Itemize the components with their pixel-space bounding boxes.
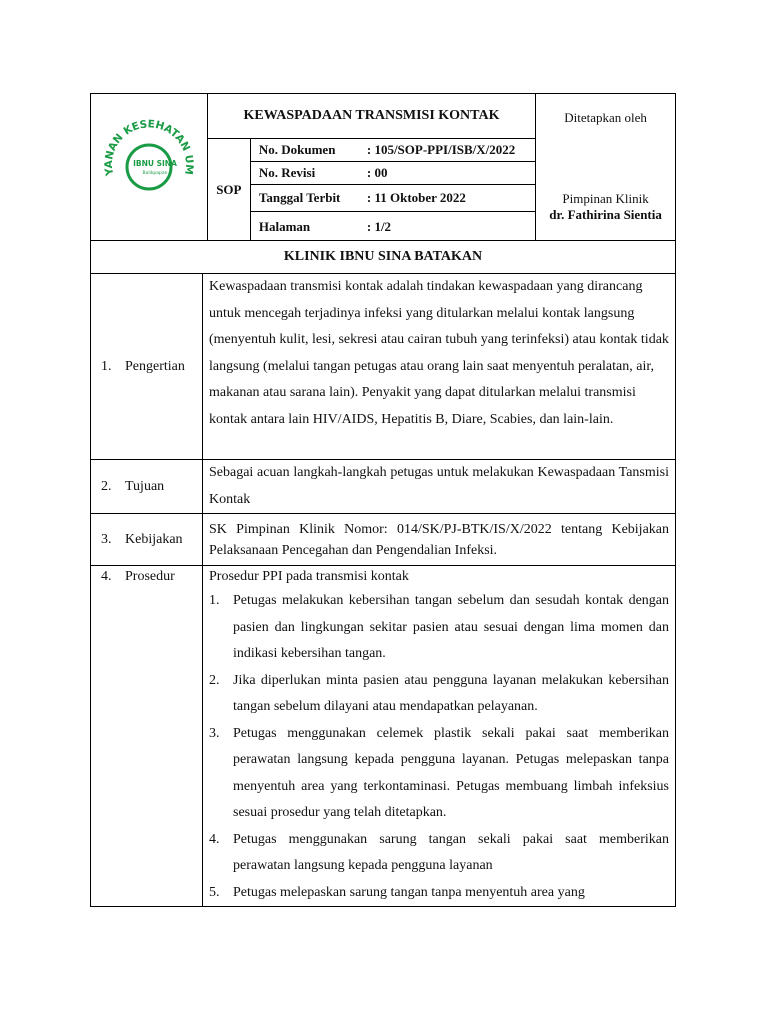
info-key: Halaman [258, 219, 311, 234]
step-number: 2. [209, 672, 220, 688]
step-text: Petugas melakukan kebersihan tangan sebelum dan sesudah kontak dengan pasien dan lingkungan sekitar pasien atau sesuai dengan lima momen dan indikasi kebersihan tangan. [233, 593, 669, 661]
procedure-intro: Prosedur PPI pada transmisi kontak [209, 569, 409, 584]
sop-document [90, 93, 676, 907]
info-row [251, 162, 535, 185]
section-number: 2. [101, 478, 112, 494]
step-text: Petugas menggunakan celemek plastik sekali pakai saat memberikan perawatan langsung kepada pengguna layanan. Petugas melepaskan tanpa menyentuh area yang terkontaminasi. Petugas membuang limbah infeksius sesuai prosedur yang telah ditetapkan. [233, 725, 669, 820]
sections-table [90, 273, 676, 907]
info-value: : 11 Oktober 2022 [366, 190, 466, 205]
section-label [91, 514, 203, 566]
section-label [91, 274, 203, 460]
logo-sub: Balikpapan [142, 170, 168, 176]
section-row [91, 514, 676, 566]
sop-label: SOP [208, 139, 251, 240]
step-number: 3. [209, 725, 220, 741]
header-row [91, 94, 676, 241]
sop-table [90, 93, 676, 274]
list-item [209, 827, 669, 880]
step-text: Petugas melepaskan sarung tangan tanpa menyentuh area yang [233, 884, 585, 900]
clinic-row [91, 241, 676, 274]
step-text: Petugas menggunakan sarung tangan sekali pakai saat memberikan perawatan langsung kepada pengguna layanan [233, 831, 669, 873]
clinic-name: KLINIK IBNU SINA BATAKAN [91, 241, 676, 274]
info-value: : 00 [366, 165, 388, 180]
approved-by-label: Ditetapkan oleh [564, 110, 647, 125]
list-item [209, 668, 669, 721]
info-key: No. Dokumen [258, 142, 336, 157]
approver-title: Pimpinan Klinik [562, 191, 649, 206]
section-number: 3. [101, 531, 112, 547]
clinic-logo [99, 115, 199, 215]
info-row [251, 139, 535, 162]
section-title: Prosedur [125, 569, 175, 584]
info-key: No. Revisi [258, 165, 316, 180]
list-item [209, 880, 669, 907]
section-label [91, 566, 203, 907]
list-item [209, 721, 669, 827]
step-number: 1. [209, 593, 220, 608]
section-title: Pengertian [125, 358, 185, 374]
logo-cell [91, 94, 208, 241]
approval-cell [536, 94, 676, 241]
logo-name: IBNU SINA [133, 158, 177, 168]
approver-name: dr. Fathirina Sientia [549, 207, 662, 222]
header-middle [207, 94, 535, 241]
document-info [251, 139, 535, 240]
section-title: Tujuan [125, 478, 165, 494]
info-value: : 105/SOP-PPI/ISB/X/2022 [366, 142, 516, 157]
info-row [251, 212, 535, 240]
info-row [251, 185, 535, 212]
section-title: Kebijakan [125, 531, 183, 547]
step-number: 5. [209, 884, 220, 900]
section-content: Kewaspadaan transmisi kontak adalah tindakan kewaspadaan yang dirancang untuk mencegah terjadinya infeksi yang ditularkan melalui kontak langsung (menyentuh kulit, lesi, sekresi atau cairan tubuh yang terinfeksi) atau kontak tidak langsung (melalui tangan petugas atau orang lain saat menyentuh peralatan, air, makanan atau sarana lain). Penyakit yang dapat ditularkan melalui transmisi kontak antara lain HIV/AIDS, Hepatitis B, Diare, Scabies, dan lain-lain. [203, 274, 676, 460]
logo-arc-text: YANAN KESEHATAN UM [102, 117, 196, 177]
info-value: : 1/2 [366, 219, 392, 234]
section-row [91, 460, 676, 514]
step-number: 4. [209, 831, 220, 847]
step-text: Jika diperlukan minta pasien atau pengguna layanan melakukan kebersihan tangan sebelum dilayani atau mendapatkan pelayanan. [233, 672, 669, 714]
section-number: 1. [101, 358, 112, 374]
document-title: KEWASPADAAN TRANSMISI KONTAK [208, 94, 535, 139]
section-content: Sebagai acuan langkah-langkah petugas untuk melakukan Kewaspadaan Tansmisi Kontak [203, 460, 676, 514]
section-row [91, 274, 676, 460]
section-number: 4. [101, 569, 112, 584]
section-label [91, 460, 203, 514]
section-content: SK Pimpinan Klinik Nomor: 014/SK/PJ-BTK/IS/X/2022 tentang Kebijakan Pelaksanaan Pencegahan dan Pengendalian Infeksi. [203, 514, 676, 566]
procedure-steps [209, 588, 669, 906]
section-row [91, 566, 676, 907]
info-key: Tanggal Terbit [258, 190, 341, 205]
section-content [203, 566, 676, 907]
list-item [209, 588, 669, 668]
